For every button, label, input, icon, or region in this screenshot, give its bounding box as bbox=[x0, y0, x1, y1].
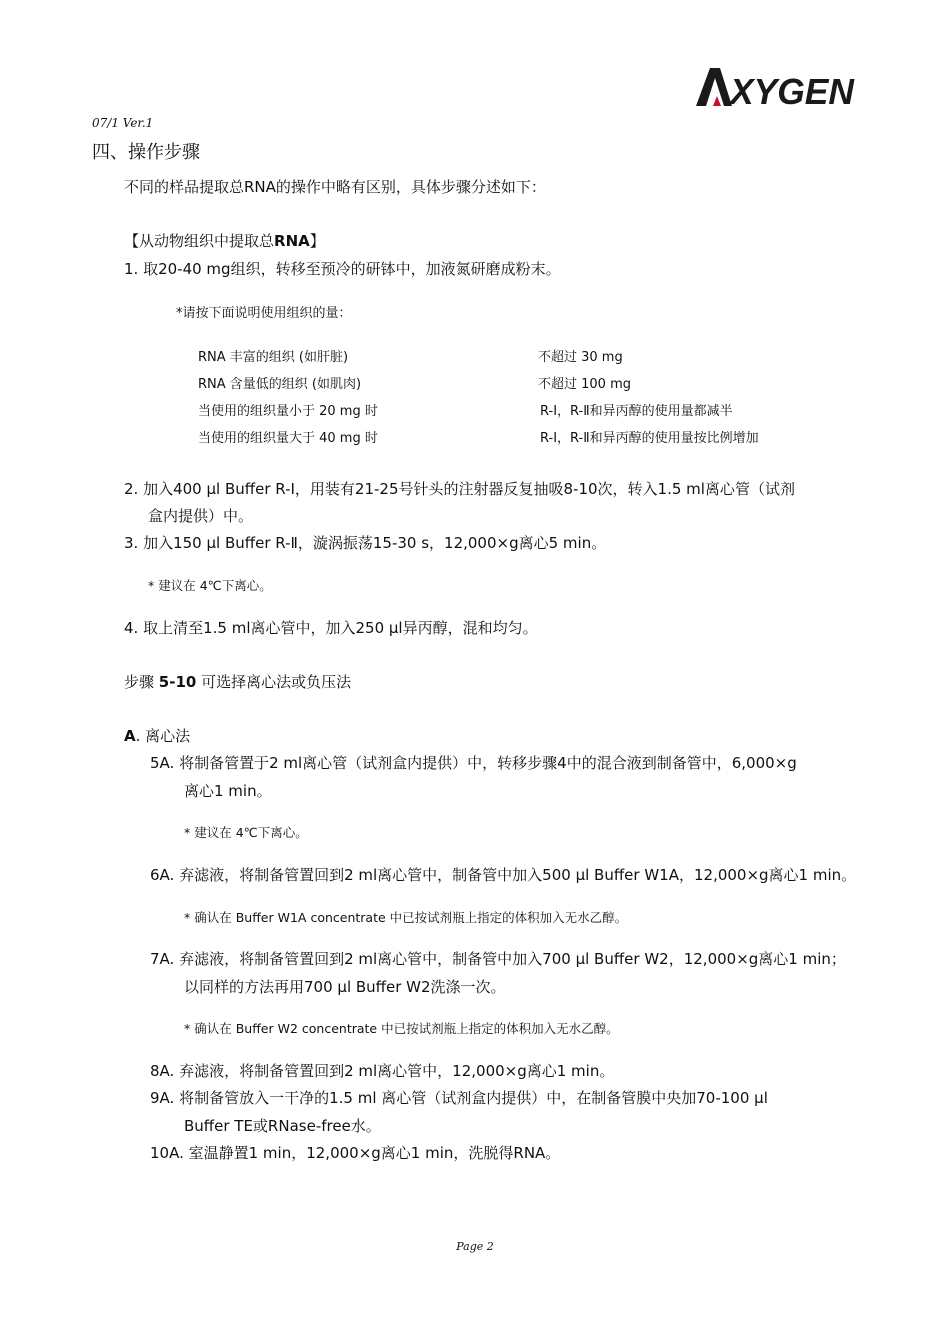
table-row-value: 不超过 30 mg bbox=[538, 350, 623, 365]
table-row-label: 当使用的组织量小于 20 mg 时 bbox=[198, 404, 378, 419]
page-number: Page 2 bbox=[456, 1240, 494, 1253]
note-step-6a: * 确认在 Buffer W1A concentrate 中已按试剂瓶上指定的体积加入无水乙醇。 bbox=[184, 910, 628, 925]
method-choice bbox=[124, 671, 351, 692]
subsection-close: 】 bbox=[309, 232, 325, 250]
step-7a-line1: 7A. 弃滤液，将制备管置回到2 ml离心管中，制备管中加入700 μl Buffer W2，12,000×g离心1 min； bbox=[150, 950, 846, 968]
table-row-label: 当使用的组织量大于 40 mg 时 bbox=[198, 431, 378, 446]
method-a-name: . 离心法 bbox=[135, 727, 191, 745]
table-row-value: 不超过 100 mg bbox=[538, 377, 631, 392]
step-10a: 10A. 室温静置1 min，12,000×g离心1 min，洗脱得RNA。 bbox=[150, 1144, 561, 1162]
step-6a: 6A. 弃滤液，将制备管置回到2 ml离心管中，制备管中加入500 μl Buffer W1A，12,000×g离心1 min。 bbox=[150, 866, 857, 884]
step-5a-line1: 5A. 将制备管置于2 ml离心管（试剂盒内提供）中，转移步骤4中的混合液到制备管中，6,000×g bbox=[150, 754, 797, 772]
table-row-label: RNA 丰富的组织 (如肝脏) bbox=[198, 350, 349, 365]
step-5a-line2: 离心1 min。 bbox=[184, 782, 272, 800]
method-choice-steps: 5-10 bbox=[158, 673, 197, 691]
version-label: 07/1 Ver.1 bbox=[92, 116, 154, 130]
method-choice-pre: 步骤 bbox=[124, 673, 159, 691]
step-7a-line2: 以同样的方法再用700 μl Buffer W2洗涤一次。 bbox=[184, 978, 506, 996]
note-step-5a: * 建议在 4℃下离心。 bbox=[184, 825, 308, 840]
method-choice-post: 可选择离心法或负压法 bbox=[196, 673, 352, 691]
subsection-open: 【从动物组织中提取总 bbox=[124, 232, 275, 250]
step-8a: 8A. 弃滤液，将制备管置回到2 ml离心管中，12,000×g离心1 min。 bbox=[150, 1062, 615, 1080]
step-9a-line2: Buffer TE或RNase-free水。 bbox=[184, 1117, 381, 1135]
subsection-title bbox=[124, 230, 325, 251]
subsection-bold: RNA bbox=[274, 232, 310, 250]
svg-text:XYGEN: XYGEN bbox=[728, 71, 855, 110]
step-2-line1: 2. 加入400 μl Buffer R-Ⅰ，用装有21-25号针头的注射器反复抽吸8-10次，转入1.5 ml离心管（试剂 bbox=[124, 480, 795, 498]
table-row-label: RNA 含量低的组织 (如肌肉) bbox=[198, 377, 362, 392]
note-step-3: * 建议在 4℃下离心。 bbox=[148, 578, 272, 593]
step-3: 3. 加入150 μl Buffer R-Ⅱ，漩涡振荡15-30 s，12,000×g离心5 min。 bbox=[124, 534, 607, 552]
step-2-line2: 盒内提供）中。 bbox=[148, 507, 254, 525]
note-tissue-amount: *请按下面说明使用组织的量： bbox=[176, 306, 352, 321]
table-row-value: R-Ⅰ，R-Ⅱ和异丙醇的使用量按比例增加 bbox=[540, 431, 759, 446]
table-row-value: R-Ⅰ，R-Ⅱ和异丙醇的使用量都减半 bbox=[540, 404, 733, 419]
axygen-logo bbox=[696, 66, 856, 110]
section-title: 四、操作步骤 bbox=[92, 142, 200, 163]
method-a-letter: A bbox=[124, 727, 136, 745]
note-step-7a: * 确认在 Buffer W2 concentrate 中已按试剂瓶上指定的体积加入无水乙醇。 bbox=[184, 1021, 619, 1036]
step-4: 4. 取上清至1.5 ml离心管中，加入250 μl异丙醇，混和均匀。 bbox=[124, 619, 538, 637]
method-a-heading bbox=[124, 725, 190, 746]
step-9a-line1: 9A. 将制备管放入一干净的1.5 ml 离心管（试剂盒内提供）中，在制备管膜中央加70-100 μl bbox=[150, 1089, 768, 1107]
step-1: 1. 取20-40 mg组织，转移至预冷的研钵中，加液氮研磨成粉末。 bbox=[124, 260, 561, 278]
intro-text: 不同的样品提取总RNA的操作中略有区别，具体步骤分述如下： bbox=[124, 178, 546, 196]
